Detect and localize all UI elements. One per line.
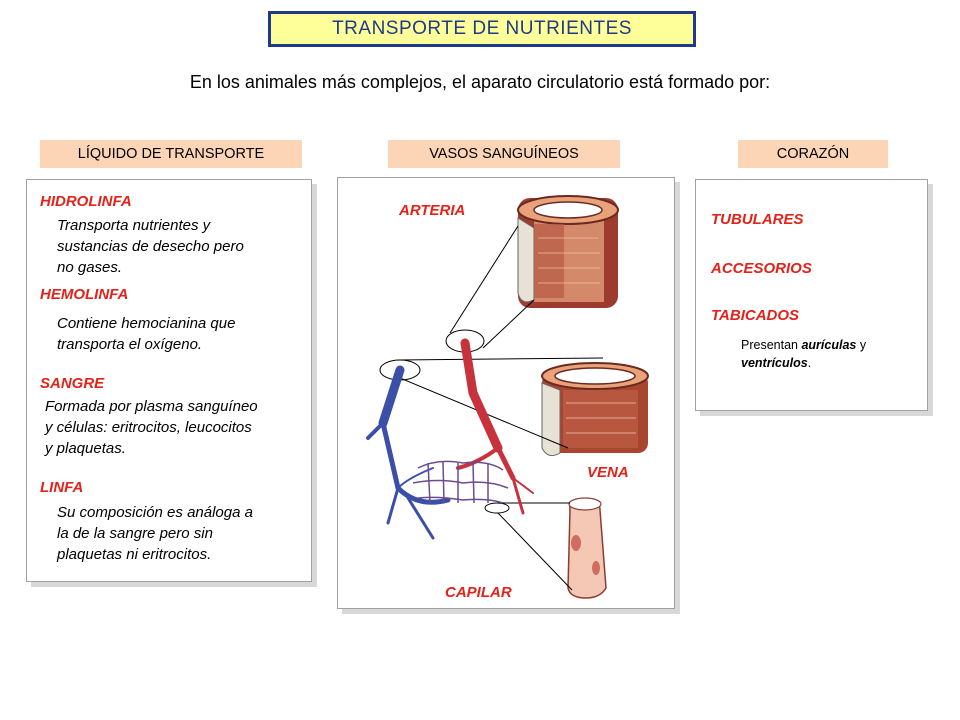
desc-line: Formada por plasma sanguíneo <box>45 398 258 415</box>
item-name-hidrolinfa: HIDROLINFA <box>40 193 132 210</box>
capillary-section-drawing <box>568 498 606 598</box>
label-capilar: CAPILAR <box>445 584 512 601</box>
panel-corazon <box>695 179 928 411</box>
artery-drawing <box>458 343 533 513</box>
label-vasos-sanguineos: VASOS SANGUÍNEOS <box>388 140 620 168</box>
page-title <box>268 11 696 47</box>
item-name-sangre: SANGRE <box>40 375 105 392</box>
item-desc-hemolinfa <box>57 313 235 355</box>
capillary-callout-ellipse <box>485 503 509 513</box>
artery-section-drawing <box>518 196 618 308</box>
panel-vasos-sanguineos <box>337 177 675 609</box>
desc-line: plaquetas ni eritrocitos. <box>57 546 212 563</box>
note-auriculas: aurículas <box>801 338 857 352</box>
item-desc-linfa <box>57 502 253 565</box>
vessels-illustration <box>338 178 674 608</box>
desc-line: y plaquetas. <box>45 440 126 457</box>
vein-drawing <box>368 370 448 538</box>
item-desc-sangre <box>45 396 258 459</box>
item-desc-hidrolinfa <box>57 215 244 278</box>
item-name-linfa: LINFA <box>40 479 84 496</box>
desc-line: Su composición es análoga a <box>57 504 253 521</box>
desc-line: la de la sangre pero sin <box>57 525 213 542</box>
label-corazon: CORAZÓN <box>738 140 888 168</box>
item-name-hemolinfa: HEMOLINFA <box>40 286 129 303</box>
label-arteria: ARTERIA <box>399 202 466 219</box>
desc-line: no gases. <box>57 259 123 276</box>
note-mid: y <box>856 338 867 352</box>
note-tabicados <box>741 336 866 372</box>
label-liquido-transporte: LÍQUIDO DE TRANSPORTE <box>40 140 302 168</box>
desc-line: transporta el oxígeno. <box>57 336 203 353</box>
desc-line: sustancias de desecho pero <box>57 238 244 255</box>
vein-section-drawing <box>542 363 648 456</box>
note-prefix: Presentan <box>741 338 802 352</box>
page-title-text: TRANSPORTE DE NUTRIENTES <box>332 18 632 39</box>
desc-line: Transporta nutrientes y <box>57 217 211 234</box>
desc-line: y células: eritrocitos, leucocitos <box>45 419 252 436</box>
panel-liquido-transporte <box>26 179 312 582</box>
note-ventriculos: ventrículos <box>741 356 808 370</box>
item-tabicados: TABICADOS <box>711 307 800 324</box>
item-tubulares: TUBULARES <box>711 211 804 228</box>
subtitle: En los animales más complejos, el aparato circulatorio está formado por: <box>189 72 771 92</box>
label-vena: VENA <box>587 464 629 481</box>
note-suffix: . <box>807 356 812 370</box>
desc-line: Contiene hemocianina que <box>57 315 236 332</box>
item-accesorios: ACCESORIOS <box>711 260 812 277</box>
